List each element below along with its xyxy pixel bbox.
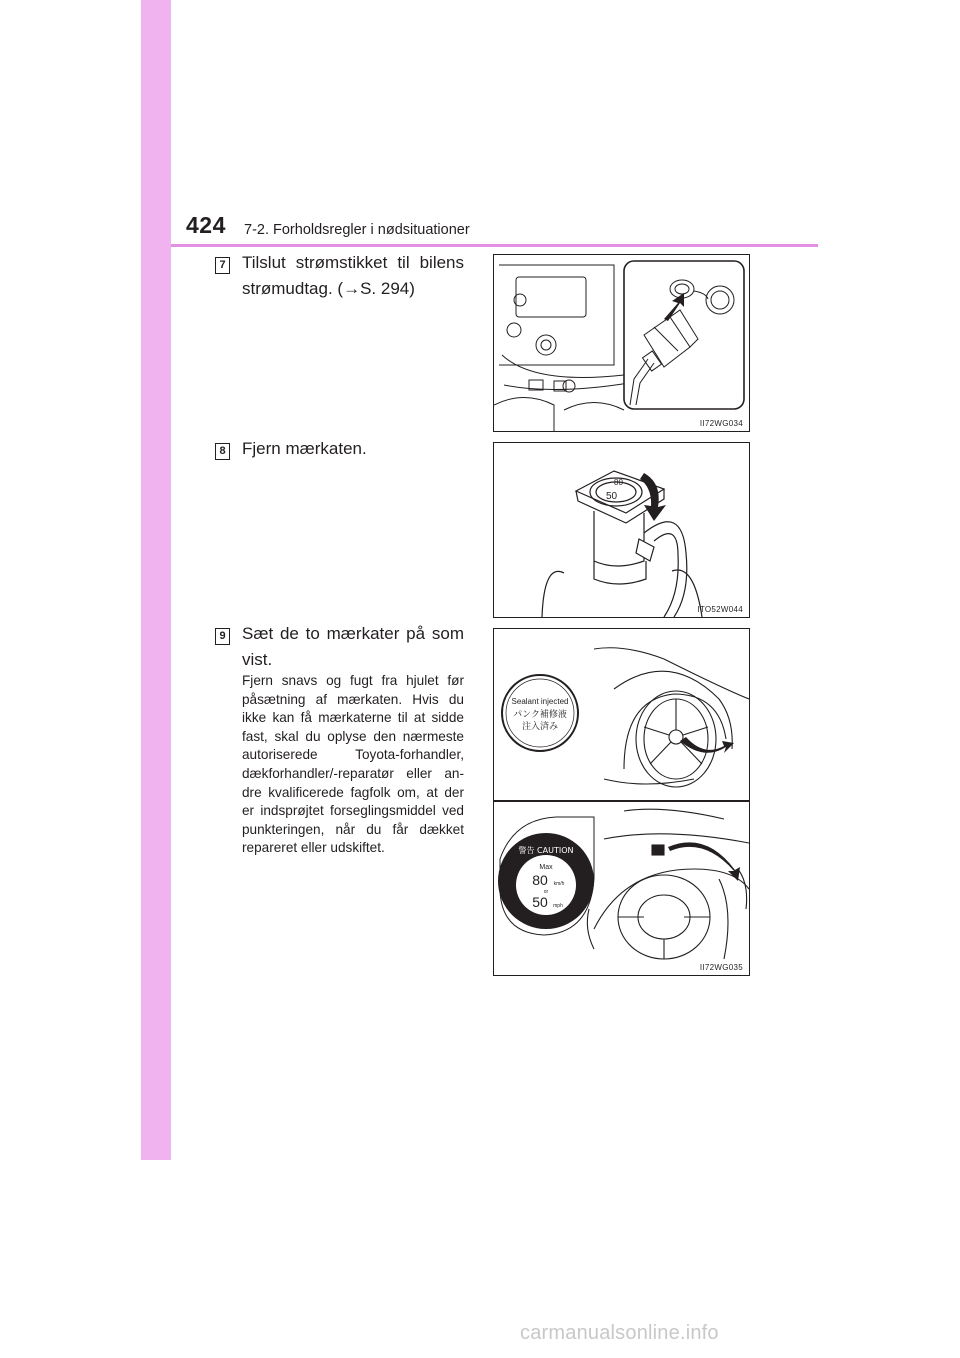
step-number-8: 8 bbox=[215, 443, 230, 460]
step-8-text bbox=[242, 436, 464, 462]
sticker-caution-speed1: 80 bbox=[532, 872, 548, 888]
svg-text:80: 80 bbox=[614, 478, 623, 487]
note-line: repareret eller udskiftet. bbox=[242, 840, 385, 856]
sticker-sealant-line3: 注入済み bbox=[521, 722, 559, 732]
step-9-text bbox=[242, 621, 464, 673]
svg-text:50: 50 bbox=[606, 491, 618, 502]
sticker-caution-unit1: km/h bbox=[553, 881, 565, 887]
note-line: fast, skal du oplyse den nærmeste bbox=[242, 728, 464, 744]
step-number-7: 7 bbox=[215, 257, 230, 274]
chapter-sidebar bbox=[141, 0, 171, 1160]
sticker-sealant-line2: パンク補修液 bbox=[513, 710, 567, 720]
sticker-caution-unit2: mph bbox=[553, 903, 563, 909]
sticker-caution-or: or bbox=[543, 889, 549, 895]
page-number: 424 bbox=[186, 212, 226, 238]
step-9-line-2: vist. bbox=[242, 650, 273, 669]
note-line: Fjern snavs og fugt fra hjulet før bbox=[242, 673, 464, 688]
figure-code: ITO52W044 bbox=[697, 605, 743, 614]
step-7-line-1: Tilslut strømstikket til bilens bbox=[242, 253, 464, 272]
note-line: påsætning af mærkaten. Hvis du bbox=[242, 691, 464, 707]
note-line: punkteringen, når du får dækket bbox=[242, 821, 464, 837]
step-8-line-1: Fjern mærkaten. bbox=[242, 439, 367, 458]
note-line: dre kvalificerede fagfolk om, at der bbox=[242, 784, 464, 800]
step-9-note bbox=[242, 672, 464, 858]
sticker-caution-max: Max bbox=[539, 864, 553, 871]
figure-code: II72WG034 bbox=[699, 419, 743, 428]
sticker-sealant-line1: Sealant injected bbox=[511, 697, 569, 706]
header-rule bbox=[171, 244, 818, 247]
power-plug-illustration bbox=[494, 255, 749, 431]
step-7-line-2: strømudtag. (→S. 294) bbox=[242, 279, 415, 298]
note-line: dækforhandler/-reparatør eller an- bbox=[242, 765, 464, 781]
figure-sticker-placement bbox=[493, 628, 750, 976]
step-7-text bbox=[242, 250, 464, 302]
step-number-9: 9 bbox=[215, 628, 230, 645]
note-line: er indsprøjtet forseglingsmiddel ved bbox=[242, 803, 464, 819]
figure-remove-sticker bbox=[493, 442, 750, 618]
sticker-caution-title: 警告 CAUTION bbox=[518, 846, 574, 855]
note-line: ikke kan få mærkaterne til at sidde bbox=[242, 710, 464, 726]
wheel-and-dashboard-illustration bbox=[494, 629, 749, 975]
figure-power-plug bbox=[493, 254, 750, 432]
sticker-caution-speed2: 50 bbox=[532, 894, 548, 910]
step-9-line-1: Sæt de to mærkater på som bbox=[242, 624, 464, 643]
figure-code: II72WG035 bbox=[699, 963, 743, 972]
note-line: autoriserede Toyota-forhandler, bbox=[242, 747, 464, 763]
sealant-bottle-illustration bbox=[494, 443, 749, 617]
section-title: 7-2. Forholdsregler i nødsituationer bbox=[244, 222, 470, 238]
footer-watermark: carmanualsonline.info bbox=[520, 1322, 719, 1344]
